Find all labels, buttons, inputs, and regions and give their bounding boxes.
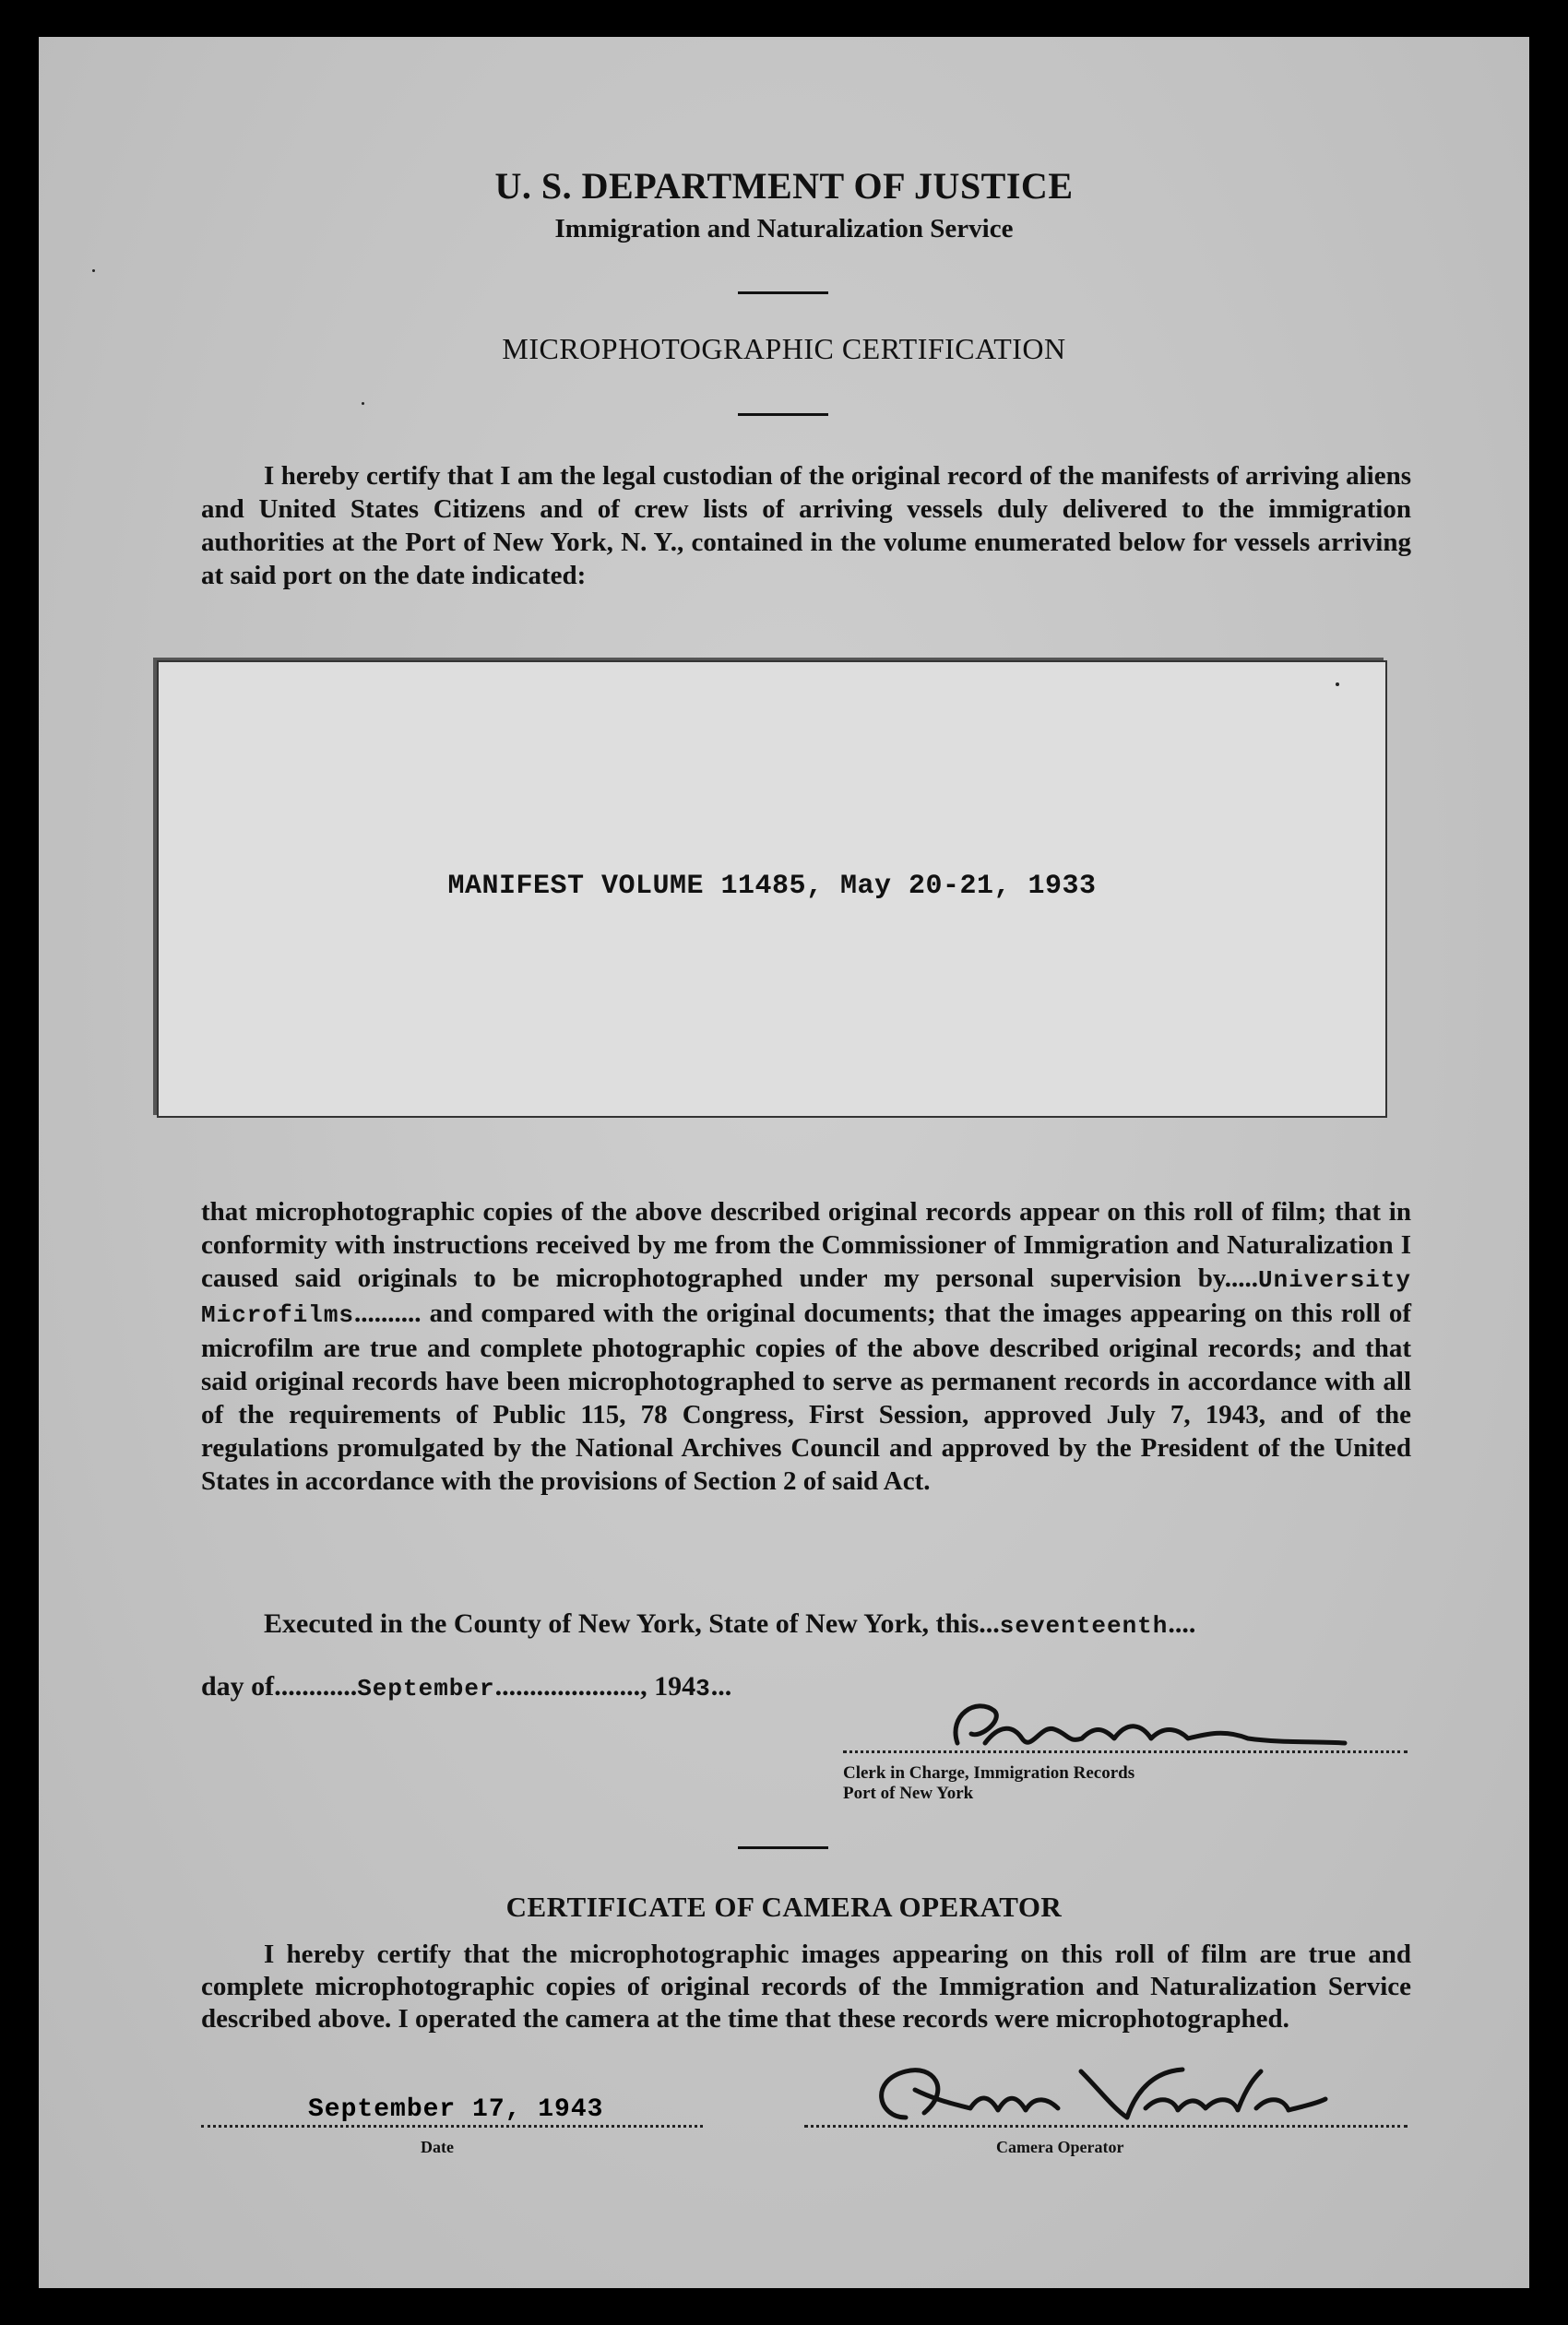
executed-prefix: Executed in the County of New York, State of New York, this bbox=[264, 1608, 980, 1639]
dust-speck bbox=[1336, 682, 1339, 686]
date-line bbox=[201, 2125, 703, 2128]
department-title: U. S. DEPARTMENT OF JUSTICE bbox=[494, 165, 1074, 207]
year-prefix: , 194 bbox=[640, 1671, 696, 1702]
manifest-volume-label: MANIFEST VOLUME 11485, May 20-21, 1933 bbox=[447, 871, 1097, 902]
microfilm-paragraph-start: that microphotographic copies of the above described original records appear on this roll of film; that in conformity with instructions received by me from the Commissioner of Immigration and Naturalization I caused said originals to be microphotographed under my personal supervision by bbox=[201, 1197, 1411, 1293]
divider-rule-3 bbox=[738, 1846, 828, 1849]
camera-operator-signature bbox=[850, 2053, 1330, 2136]
volume-box bbox=[157, 660, 1387, 1118]
date-label: Date bbox=[421, 2138, 454, 2156]
day-of-line: day of............September....................., 1943... bbox=[201, 1671, 732, 1702]
service-subtitle: Immigration and Naturalization Service bbox=[554, 214, 1014, 243]
month-typed: September bbox=[357, 1675, 495, 1702]
camera-operator-heading: CERTIFICATE OF CAMERA OPERATOR bbox=[505, 1891, 1063, 1923]
executed-line: Executed in the County of New York, State of New York, this...seventeenth.... bbox=[264, 1608, 1196, 1640]
day-of-label: day of bbox=[201, 1671, 275, 1702]
camera-operator-label: Camera Operator bbox=[996, 2138, 1124, 2156]
camera-operator-paragraph bbox=[201, 1939, 1411, 2035]
operator-signature-line bbox=[804, 2125, 1408, 2128]
certification-heading: MICROPHOTOGRAPHIC CERTIFICATION bbox=[502, 332, 1066, 365]
clerk-caption bbox=[843, 1763, 1134, 1804]
clerk-signature-line bbox=[843, 1750, 1408, 1753]
dust-speck bbox=[92, 269, 95, 272]
camera-operator-paragraph-text: I hereby certify that the microphotographic images appearing on this roll of film are true and complete microphotographic copies of original records of the Immigration and Naturalization Service described above. I operated the camera at the time that these records were microphotographed. bbox=[201, 1939, 1411, 2034]
divider-rule-1 bbox=[738, 291, 828, 294]
operator-date-typed: September 17, 1943 bbox=[308, 2095, 604, 2124]
custodian-paragraph bbox=[201, 459, 1411, 592]
divider-rule-2 bbox=[738, 413, 828, 416]
year-digit-typed: 3 bbox=[695, 1675, 711, 1702]
executed-day-typed: seventeenth bbox=[999, 1612, 1169, 1640]
clerk-title-line1: Clerk in Charge, Immigration Records bbox=[843, 1763, 1135, 1783]
supervisor-typed: University Microfilms bbox=[201, 1266, 1411, 1329]
clerk-title-line2: Port of New York bbox=[843, 1784, 974, 1803]
certificate-page bbox=[39, 37, 1529, 2288]
microfilm-paragraph-end: and compared with the original documents; that the images appearing on this roll of microfilm are true and complete photographic copies of the above described original records; and that said original records have been microphotographed to serve as permanent records in accordance with all of the requirements of Public 115, 78 Congress, First Session, approved July 7, 1943, and of the regulations promulgated by the National Archives Council and approved by the President of the United States in accordance with the provisions of Section 2 of said Act. bbox=[201, 1299, 1412, 1496]
microfilm-paragraph: that microphotographic copies of the above described original records appear on this roll of film; that in conformity with instructions received by me from the Commissioner of Immigration and Naturalization I caused said originals to be microphotographed under my personal supervision by.....University Microfilms.......... and compared with the original documents; that the images appearing on this roll of microfilm are true and complete photographic copies of the above described original records; and that said original records have been microphotographed to serve as permanent records in accordance with all of the requirements of Public 115, 78 Congress, First Session, approved July 7, 1943, and of the regulations promulgated by the National Archives Council and approved by the President of the United States in accordance with the provisions of Section 2 of said Act. bbox=[201, 1197, 1412, 1496]
dust-speck bbox=[362, 402, 364, 405]
clerk-signature bbox=[930, 1688, 1363, 1771]
custodian-paragraph-text: I hereby certify that I am the legal custodian of the original record of the manifests of arriving aliens and United States Citizens and of crew lists of arriving vessels duly delivered to the immigration authorities at the Port of New York, N. Y., contained in the volume enumerated below for vessels arriving at said port on the date indicated: bbox=[201, 461, 1411, 590]
